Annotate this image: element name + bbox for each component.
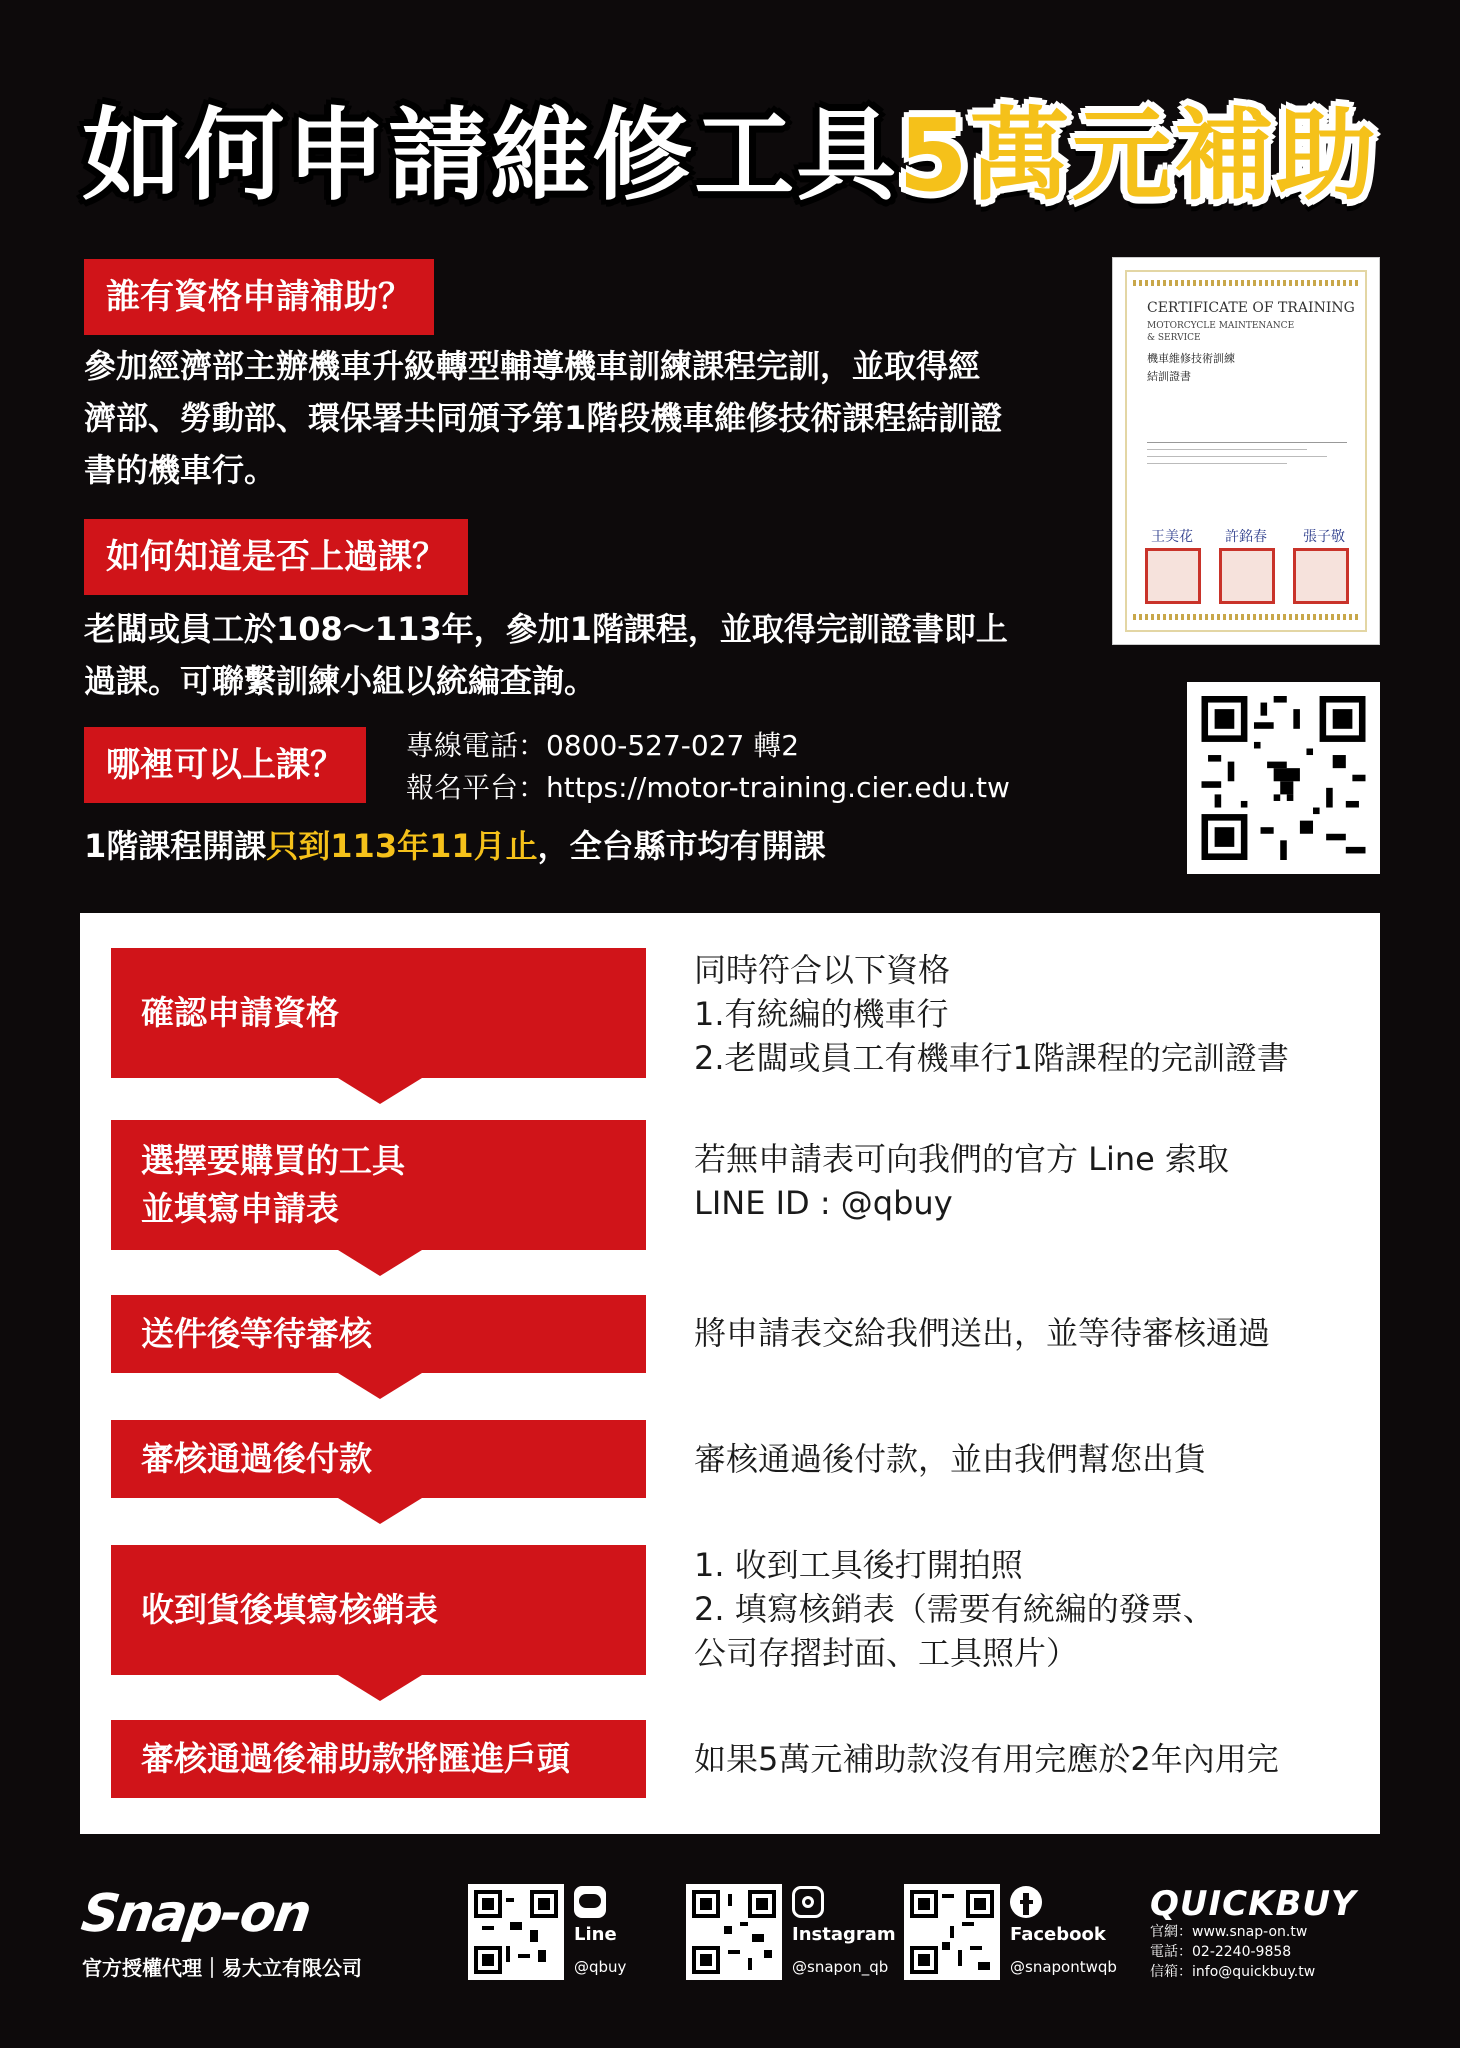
step-desc-line: 同時符合以下資格 <box>694 951 951 989</box>
down-arrow-icon <box>338 1675 422 1701</box>
seal <box>1219 548 1275 604</box>
where-tag: 哪裡可以上課？ <box>84 727 366 803</box>
instagram-icon[interactable] <box>792 1886 824 1918</box>
note-highlight: 只到113年11月止 <box>266 827 538 865</box>
authorized-dealer-text: 官方授權代理｜易大立有限公司 <box>82 1956 362 1980</box>
course-check-line: 老闆或員工於108～113年，參加1階課程，並取得完訓證書即上 <box>84 610 1008 648</box>
step-2-desc <box>694 1137 1229 1225</box>
down-arrow-icon <box>338 1373 422 1399</box>
page-title <box>0 96 1460 216</box>
line-label: Line <box>574 1924 617 1945</box>
line-handle: @qbuy <box>574 1958 627 1976</box>
down-arrow-icon <box>338 1078 422 1104</box>
facebook-handle: @snapontwqb <box>1010 1958 1117 1976</box>
course-check-tag: 如何知道是否上過課？ <box>84 519 468 595</box>
step-desc-line: LINE ID : @qbuy <box>694 1184 953 1222</box>
step-5-desc <box>694 1543 1215 1675</box>
step-desc-line: 2. 填寫核銷表（需要有統編的發票、 <box>694 1590 1215 1628</box>
cert-zh-title <box>1147 350 1235 386</box>
eligibility-line: 濟部、勞動部、環保署共同頒予第1階段機車維修技術課程結訓證 <box>84 399 1003 437</box>
step-desc-line: 將申請表交給我們送出，並等待審核通過 <box>694 1314 1271 1352</box>
line-icon[interactable] <box>574 1886 606 1918</box>
step-desc-line: 1. 收到工具後打開拍照 <box>694 1546 1023 1584</box>
hotline: 專線電話：0800-527-027 轉2 <box>406 729 800 762</box>
step-5-label <box>111 1545 646 1675</box>
qr-code-icon <box>474 1890 558 1974</box>
note-post: ，全台縣市均有開課 <box>537 827 826 865</box>
step-desc-line: 審核通過後付款，並由我們幫您出貨 <box>694 1440 1207 1478</box>
eligibility-line: 參加經濟部主辦機車升級轉型輔導機車訓練課程完訓，並取得經 <box>84 347 981 385</box>
seal <box>1145 548 1201 604</box>
cert-subtitle-2: & SERVICE <box>1147 333 1201 343</box>
quickbuy-contact <box>1150 1922 1315 1982</box>
step-desc-line: 公司存摺封面、工具照片） <box>694 1634 1079 1672</box>
signature-1: 王美花 <box>1151 529 1193 545</box>
eligibility-tag: 誰有資格申請補助？ <box>84 259 434 335</box>
instagram-qr-code[interactable] <box>686 1884 782 1980</box>
step-4-label <box>111 1420 646 1498</box>
step-label-line: 審核通過後補助款將匯進戶頭 <box>141 1739 570 1778</box>
application-steps-panel <box>80 913 1380 1834</box>
instagram-label: Instagram <box>792 1924 896 1945</box>
step-label-line: 選擇要購買的工具 <box>141 1141 405 1180</box>
title-yellow: 5萬元補助 <box>898 97 1378 214</box>
eligibility-text <box>84 340 1002 496</box>
step-label-line: 送件後等待審核 <box>141 1314 372 1353</box>
step-2-label <box>111 1120 646 1250</box>
step-label-line: 確認申請資格 <box>141 993 339 1032</box>
facebook-qr-code[interactable] <box>904 1884 1000 1980</box>
note-pre: 1階課程開課 <box>84 827 267 865</box>
step-3-desc <box>694 1311 1270 1355</box>
quickbuy-logo: QUICKBUY <box>1150 1884 1357 1924</box>
course-deadline-note <box>84 820 826 872</box>
qr-code-icon <box>910 1890 994 1974</box>
qr-code-icon <box>1201 696 1366 860</box>
seal <box>1293 548 1349 604</box>
instagram-handle: @snapon_qb <box>792 1958 889 1976</box>
step-3-label <box>111 1295 646 1373</box>
facebook-label: Facebook <box>1010 1924 1106 1945</box>
step-label-line: 並填寫申請表 <box>141 1189 339 1228</box>
down-arrow-icon <box>338 1498 422 1524</box>
cert-subtitle <box>1147 320 1294 344</box>
step-desc-line: 2.老闆或員工有機車行1階課程的完訓證書 <box>694 1039 1289 1077</box>
registration-qr-code[interactable] <box>1187 682 1380 874</box>
snap-on-logo: Snap-on <box>77 1884 314 1944</box>
step-1-desc <box>694 948 1289 1080</box>
website-link[interactable]: 官網：www.snap-on.tw <box>1150 1924 1308 1940</box>
cert-body <box>1147 438 1347 470</box>
step-4-desc <box>694 1437 1206 1481</box>
line-qr-code[interactable] <box>468 1884 564 1980</box>
platform-link[interactable]: 報名平台：https://motor-training.cier.edu.tw <box>406 771 1010 804</box>
eligibility-line: 書的機車行。 <box>84 451 277 489</box>
signature-3: 張子敬 <box>1303 529 1345 545</box>
signature-2: 許銘春 <box>1225 529 1267 545</box>
step-desc-line: 如果5萬元補助款沒有用完應於2年內用完 <box>694 1740 1279 1778</box>
email-link[interactable]: 信箱：info@quickbuy.tw <box>1150 1964 1316 1980</box>
down-arrow-icon <box>338 1250 422 1276</box>
cert-zh-1: 機車維修技術訓練 <box>1147 352 1235 365</box>
step-1-label <box>111 948 646 1078</box>
step-label-line: 收到貨後填寫核銷表 <box>141 1590 438 1629</box>
qr-code-icon <box>692 1890 776 1974</box>
certificate-image <box>1112 257 1380 645</box>
cert-zh-2: 結訓證書 <box>1147 370 1191 383</box>
step-desc-line: 若無申請表可向我們的官方 Line 索取 <box>694 1140 1230 1178</box>
step-6-desc <box>694 1737 1279 1781</box>
course-check-line: 過課。可聯繫訓練小組以統編查詢。 <box>84 662 597 700</box>
phone-number: 電話：02-2240-9858 <box>1150 1944 1292 1960</box>
facebook-icon[interactable] <box>1010 1886 1042 1918</box>
course-check-text <box>84 603 1008 707</box>
cert-subtitle-1: MOTORCYCLE MAINTENANCE <box>1147 321 1295 331</box>
step-label-line: 審核通過後付款 <box>141 1439 372 1478</box>
title-white: 如何申請維修工具 <box>82 97 899 214</box>
step-desc-line: 1.有統編的機車行 <box>694 995 949 1033</box>
step-6-label <box>111 1720 646 1798</box>
cert-title: CERTIFICATE OF TRAINING <box>1147 300 1355 316</box>
